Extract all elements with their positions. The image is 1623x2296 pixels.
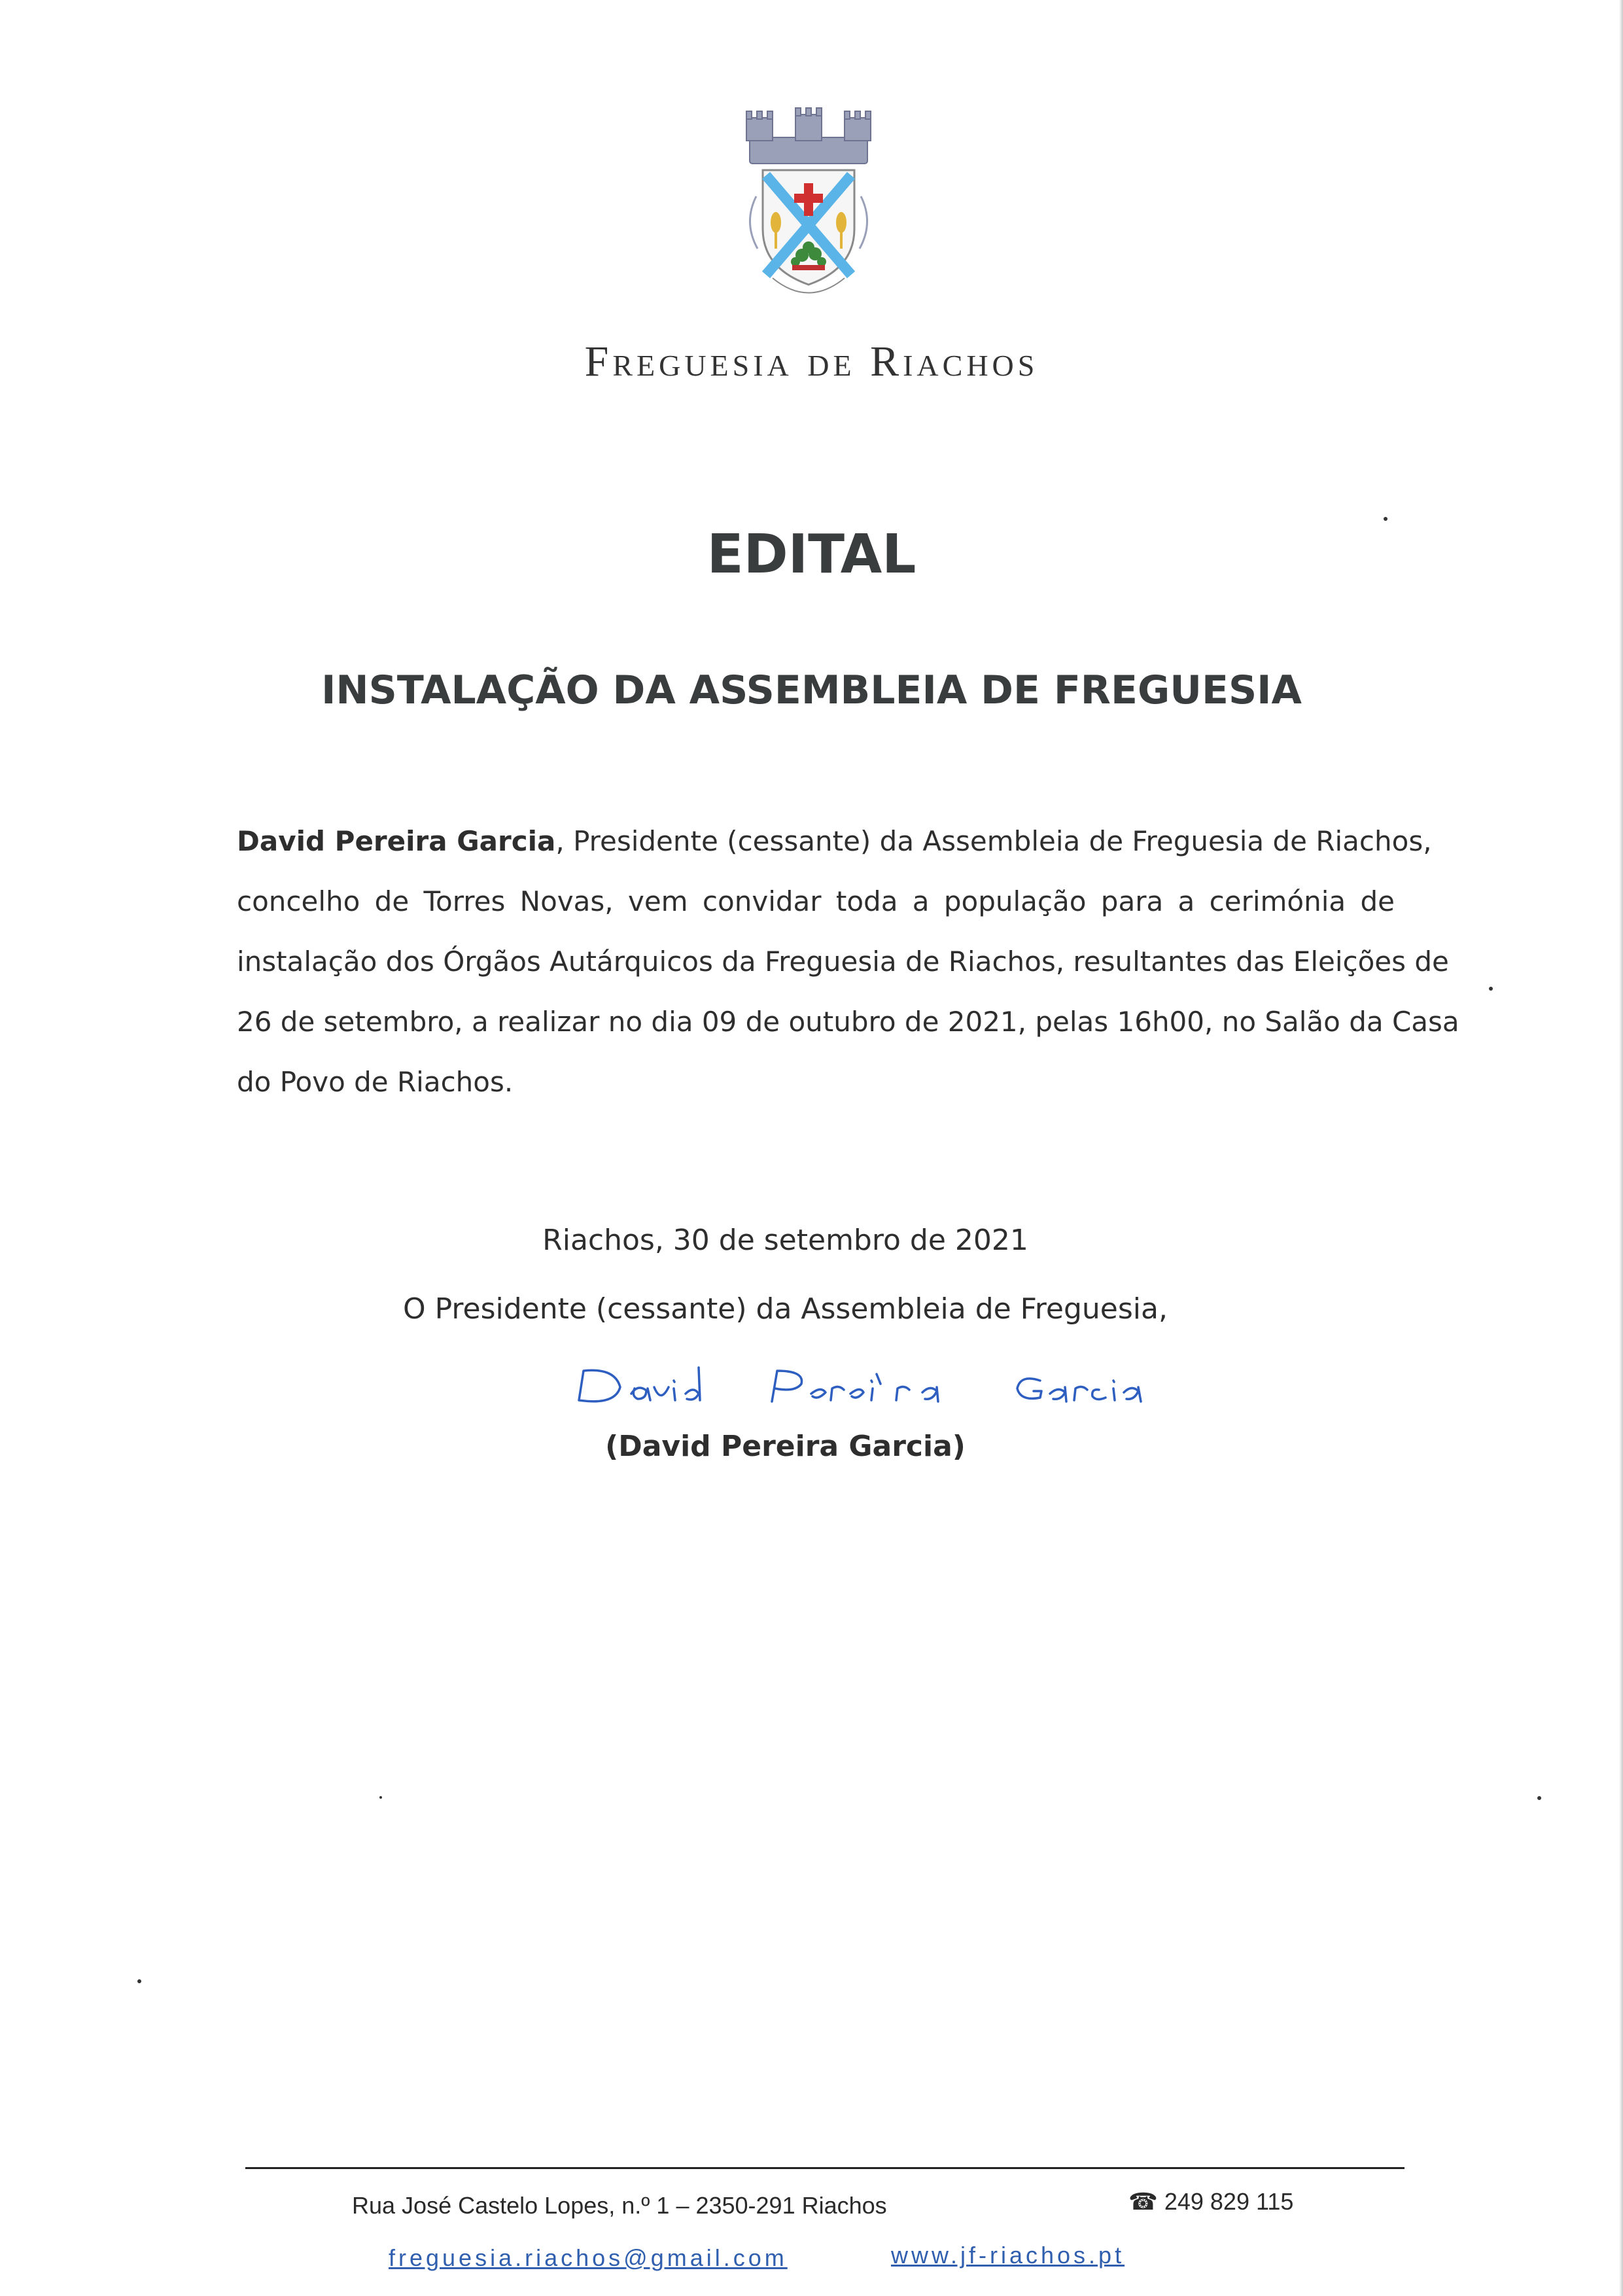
place-date: Riachos, 30 de setembro de 2021: [542, 1224, 1028, 1257]
scan-speck: [137, 1979, 141, 1983]
footer-phone: [1128, 2188, 1293, 2216]
document-title: EDITAL: [707, 523, 916, 586]
telephone-icon: ☎: [1128, 2188, 1158, 2215]
handwritten-signature: [569, 1348, 1151, 1420]
organization-name: Freguesia de Riachos: [584, 338, 1039, 385]
scan-speck: [1537, 1796, 1541, 1800]
coat-of-arms-icon: [710, 98, 907, 314]
scan-speck: [1384, 517, 1387, 521]
signer-role: O Presidente (cessante) da Assembleia de Freguesia,: [403, 1292, 1168, 1326]
footer-email-link[interactable]: freguesia.riachos@gmail.com: [389, 2244, 788, 2271]
footer-address: Rua José Castelo Lopes, n.º 1 – 2350-291 Riachos: [352, 2192, 887, 2219]
body-line-1: [237, 811, 1432, 872]
signer-name: (David Pereira Garcia): [605, 1430, 966, 1463]
footer-divider: [245, 2167, 1405, 2169]
notice-body: [237, 811, 1459, 1112]
scan-speck: [379, 1796, 382, 1799]
body-line-5: do Povo de Riachos.: [237, 1066, 514, 1098]
document-subtitle: INSTALAÇÃO DA ASSEMBLEIA DE FREGUESIA: [321, 667, 1302, 713]
footer-phone-number: 249 829 115: [1164, 2188, 1294, 2215]
footer-website-link[interactable]: www.jf-riachos.pt: [891, 2242, 1125, 2269]
body-line-4: 26 de setembro, a realizar no dia 09 de outubro de 2021, pelas 16h00, no Salão da Casa: [237, 1006, 1459, 1038]
body-line-2: concelho de Torres Novas, vem convidar toda a população para a cerimónia de: [237, 885, 1395, 917]
scan-speck: [1489, 987, 1493, 991]
lead-name: David Pereira Garcia: [237, 825, 556, 857]
body-line-3: instalação dos Órgãos Autárquicos da Freguesia de Riachos, resultantes das Eleições de: [237, 945, 1449, 978]
body-line-1-rest: , Presidente (cessante) da Assembleia de Freguesia de Riachos,: [555, 825, 1432, 857]
